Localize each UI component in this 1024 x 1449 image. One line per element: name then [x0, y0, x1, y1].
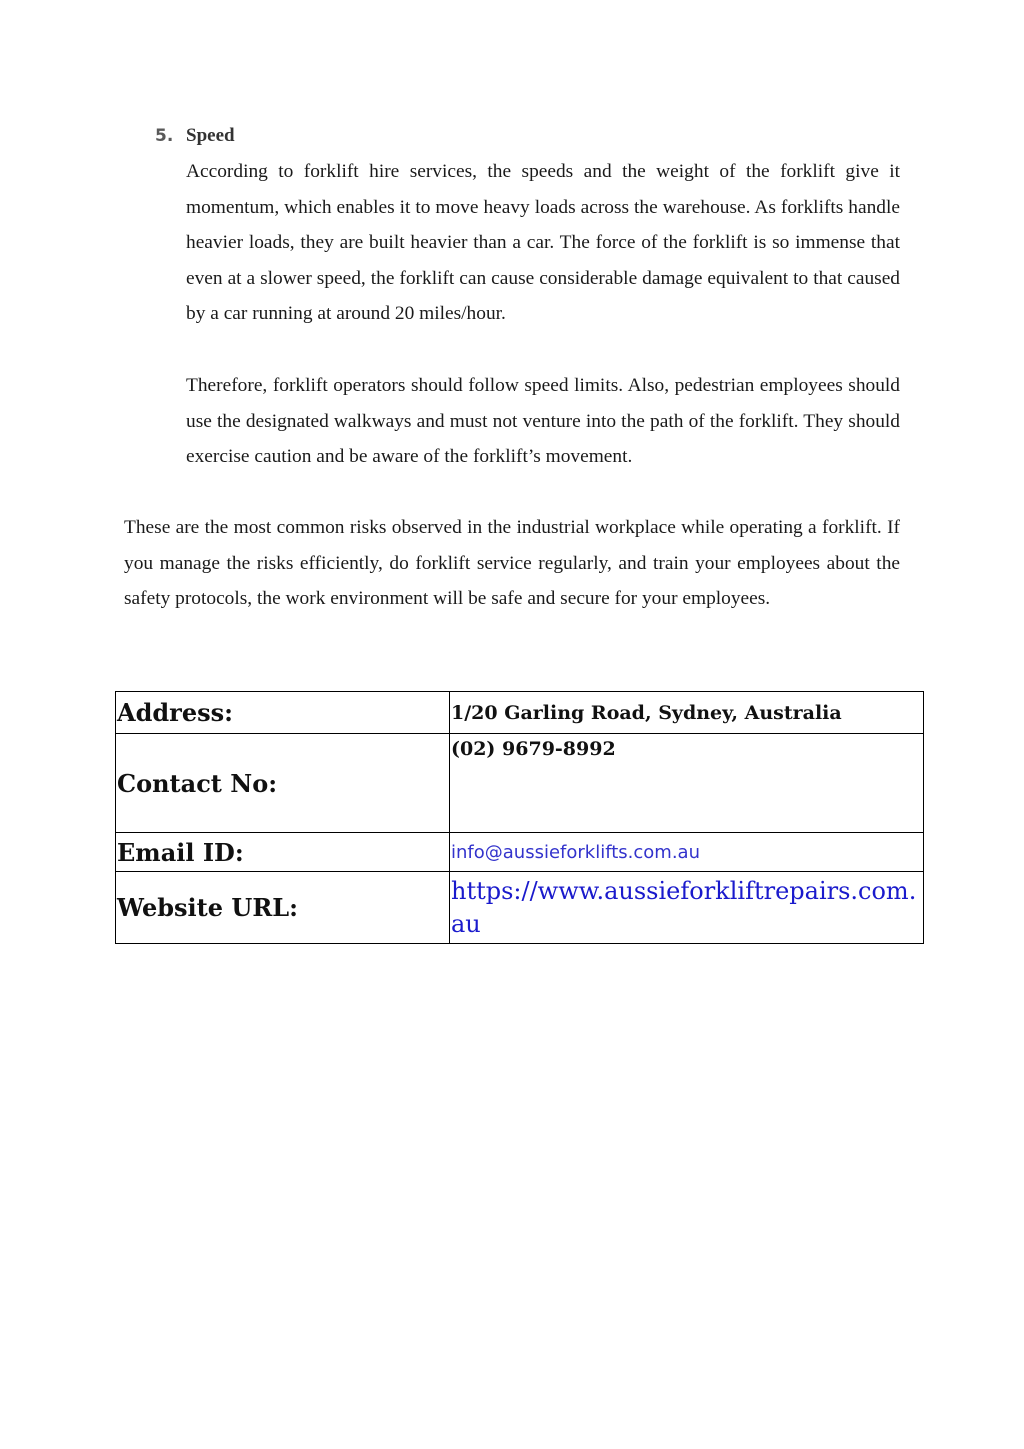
email-label: Email ID: [116, 833, 450, 872]
table-row-address [116, 692, 924, 734]
list-heading: Speed [186, 125, 235, 146]
website-label: Website URL: [116, 872, 450, 944]
speed-paragraph-1: According to forklift hire services, the speeds and the weight of the forklift give it momentum, which enables it to move heavy loads across the warehouse. As forklifts handle heavier loads, they are built heavier than a car. The force of the forklift is so immense that even at a slower speed, the forklift can cause considerable damage equivalent to that caused by a car running at around 20 miles/hour. [186, 161, 900, 325]
contact-label: Contact No: [116, 734, 450, 833]
speed-paragraph-2: Therefore, forklift operators should follow speed limits. Also, pedestrian employees should use the designated walkways and must not venture into the path of the forklift. They should exercise caution and be aware of the forklift’s movement. [186, 375, 900, 468]
email-link[interactable]: info@aussieforklifts.com.au [450, 833, 924, 872]
website-link[interactable]: https://www.aussieforkliftrepairs.com.au [450, 872, 924, 944]
list-number: 5. [155, 126, 174, 146]
table-row-website [116, 872, 924, 944]
table-row-contact [116, 734, 924, 833]
conclusion-paragraph: These are the most common risks observed in the industrial workplace while operating a forklift. If you manage the risks efficiently, do forklift service regularly, and train your employees about the safety protocols, the work environment will be safe and secure for your employees. [124, 517, 900, 610]
address-label: Address: [116, 692, 450, 734]
contact-value: (02) 9679-8992 [450, 734, 924, 833]
table-row-email [116, 833, 924, 872]
address-value: 1/20 Garling Road, Sydney, Australia [450, 692, 924, 734]
contact-table [115, 691, 924, 944]
